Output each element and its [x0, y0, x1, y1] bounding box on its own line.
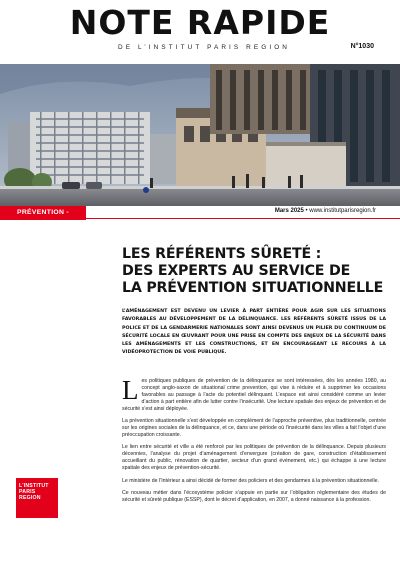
masthead	[0, 0, 400, 62]
category-tag	[0, 206, 86, 230]
paragraph-5: Ce nouveau métier dans l’écosystème policier s’appuie en partie sur l’obligation réglementaire des études de sécurité et sûreté publique (ESSP), dont le décret d’application, en 2007, a donné naissance à la profession.	[122, 490, 386, 504]
publication-meta	[275, 208, 376, 214]
cover-photo	[0, 64, 400, 206]
publication-date: Mars 2025	[274, 208, 304, 214]
website-link[interactable]: • www.institutparisregion.fr	[305, 208, 376, 214]
publication-subtitle: DE L’INSTITUT PARIS REGION	[118, 44, 290, 51]
publication-title: NOTE RAPIDE	[69, 3, 331, 42]
article-lead: L’AMÉNAGEMENT EST DEVENU UN LEVIER À PART ENTIÈRE POUR AGIR SUR LES SITUATIONS FAVORABLES AU DÉVELOPPEMENT DE LA DÉLINQUANCE. LES RÉFÉRENTS SÛRETÉ ISSUS DE LA POLICE ET DE LA GENDARMERIE NATIONALES SONT AINSI DEVENUS UN PILIER DU CONTINUUM DE SÉCURITÉ LOCALE EN ŒUVRANT POUR UNE PRISE EN COMPTE DES ENJEUX DE LA SÉCURITÉ DANS LES AMÉNAGEMENTS ET LES CONSTRUCTIONS, ET EN ENCOURAGEANT LE RECOURS À LA VIDÉOPROTECTION DE VOIE PUBLIQUE.	[122, 309, 386, 356]
logo-line-2: PARIS	[19, 489, 36, 496]
paragraph-2: La prévention situationnelle s’est développée en complément de l’approche préventive, plus traditionnelle, centrée sur les origines sociales de la délinquance, et ce, dans une période où l’insécurité dans les villes a fait l’objet d’une préoccupation croissante.	[122, 418, 386, 438]
paragraph-4: Le ministère de l’Intérieur a ainsi décidé de former des policiers et des gendarmes à la prévention situationnelle.	[122, 477, 379, 484]
paragraph-3: Le lien entre sécurité et ville a été renforcé par les politiques de prévention de la délinquance. Depuis plusieurs décennies, l’analyse du projet d’aménagement d’envergure (création de gare, construction d’établissement accueillant du public, rénovation de quartier, secteur d’un grand événement, etc.) qui échappe à une lecture spatiale des enjeux de prévention-sécurité.	[122, 444, 386, 472]
headline-line-3: LA PRÉVENTION SITUATIONNELLE	[122, 280, 384, 296]
institut-logo	[16, 478, 58, 518]
rubric-divider	[86, 218, 400, 219]
category-label: PRÉVENTION - SÉCURITÉ	[17, 209, 69, 230]
headline-line-2: DES EXPERTS AU SERVICE DE	[122, 263, 351, 279]
issue-number: N°1030	[350, 43, 374, 50]
paragraph-1	[122, 375, 386, 413]
article-headline	[122, 246, 390, 297]
logo-line-1: L’INSTITUT	[19, 483, 49, 489]
article-body	[122, 375, 386, 510]
paragraph-1-text: es politiques publiques de prévention de la délinquance se sont intéressées, dès les années 1980, au concept anglo-saxon de situational crime prevention, qui vise à réduire et à supprimer les occasions favorables au passage à l’acte du potentiel délinquant. L’espace est ainsi considéré comme un levier d’action à part entière afin de lutter contre l’insécurité. Une lecture spatiale des enjeux de prévention et de sécurité s’est ainsi déployée.	[122, 378, 386, 412]
drop-cap: L	[122, 375, 139, 405]
logo-line-3: REGION	[19, 495, 41, 502]
rubric-bar	[0, 206, 400, 230]
headline-line-1: LES RÉFÉRENTS SÛRETÉ :	[122, 246, 322, 262]
